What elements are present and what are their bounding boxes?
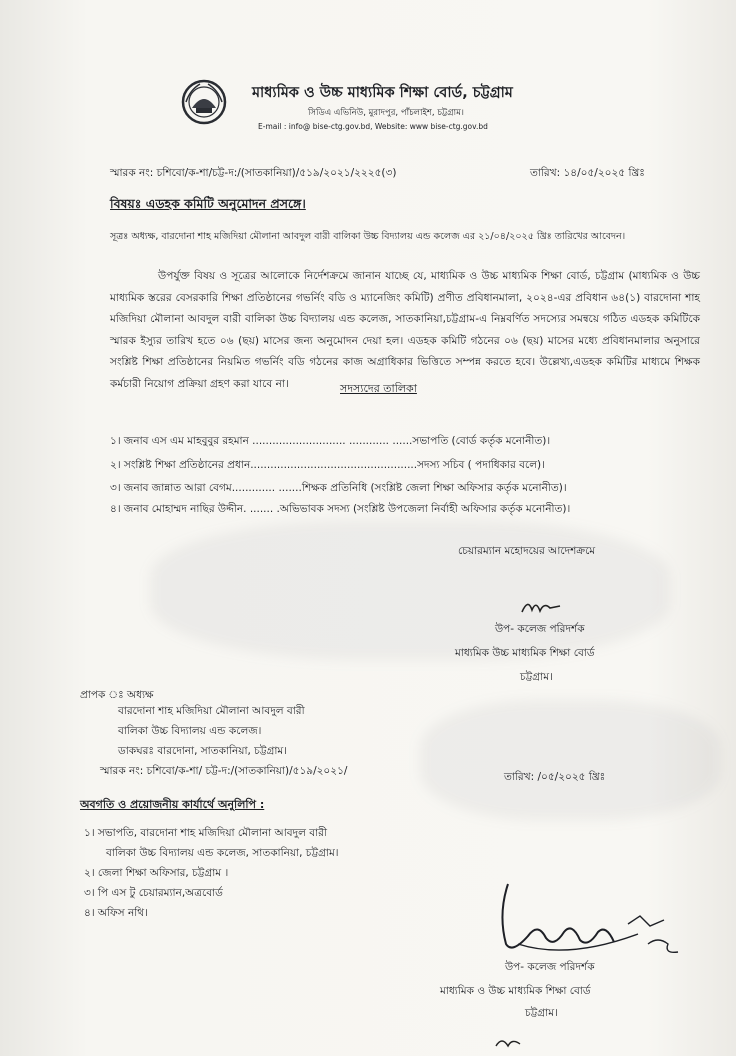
member-name: ৪। জনাব মোহাম্মদ নাছির উদ্দীন. ....... . xyxy=(110,503,280,515)
memo-date: তারিখ: ১৪/০৫/২০২৫ খ্রিঃ xyxy=(530,167,645,179)
copy-item: ২। জেলা শিক্ষা অফিসার, চট্টগ্রাম । xyxy=(84,867,229,879)
signatory-city: চট্টগ্রাম। xyxy=(525,1007,558,1019)
member-role: সভাপতি (বোর্ড কর্তৃক মনোনীত)। xyxy=(412,435,551,447)
signatory-title: উপ- কলেজ পরিদর্শক xyxy=(505,961,595,973)
member-row xyxy=(110,481,567,498)
board-address: সিডিএ এভিনিউ, মুরাদপুর, পাঁচলাইশ, চট্টগ্রাম। xyxy=(308,108,464,118)
copy-list-title: অবগতি ও প্রয়োজনীয় কার্যার্থে অনুলিপি : xyxy=(80,798,265,811)
member-role: শিক্ষক প্রতিনিধি (সংশ্লিষ্ট জেলা শিক্ষা অফিসার কর্তৃক মনোনীত)। xyxy=(301,482,567,494)
memo-number: স্মারক নং: চশিবো/ক-শা/চট্ট-দ:/(সাতকানিয়া)/৫১৯/২০২১/২২২৫(৩) xyxy=(110,167,397,179)
member-row xyxy=(110,434,550,451)
board-logo-icon xyxy=(180,78,228,126)
recipient-date: তারিখ: /০৫/২০২৫ খ্রিঃ xyxy=(504,771,606,783)
signatory-org: মাধ্যমিক ও উচ্চ মাধ্যমিক শিক্ষা বোর্ড xyxy=(440,985,591,997)
copy-item: ৩। পি এস টু চেয়ারম্যান,অত্রবোর্ড xyxy=(84,887,223,899)
body-paragraph: উপর্যুক্ত বিষয় ও সূত্রের আলোকে নির্দেশক্রমে জানান যাচ্ছে যে, মাধ্যমিক ও উচ্চ মাধ্যমিক শিক্ষা বোর্ড, চট্টগ্রাম (মাধ্যমিক ও উচ্চ মাধ্যমিক স্তরের বেসরকারি শিক্ষা প্রতিষ্ঠানের গভর্নিং বডি ও ম্যানেজিং কমিটি) প্রণীত প্রবিধানমালা, ২০২৪-এর প্রবিধান ৬৪(১) বারদোনা শাহ মজিদিয়া মৌলানা আবদুল বারী বালিকা উচ্চ বিদ্যালয় এন্ড কলেজ, সাতকানিয়া,চট্টগ্রাম-এ নিম্নবর্ণিত সদস্যের সমন্বয়ে গঠিত এডহক কমিটিকে স্মারক ইস্যুর তারিখ হতে ০৬ (ছয়) মাসের জন্য অনুমোদন দেয়া হল। এডহক কমিটি গঠনের ০৬ (ছয়) মাসের মধ্যে প্রবিধানমালার অনুসারে সংশ্লিষ্ট শিক্ষা প্রতিষ্ঠানের নিয়মিত গভর্নিং বডি গঠনের কাজ অগ্রাধিকার ভিত্তিতে সম্পন্ন করতে হবে। উল্লেখ্য,এডহক কমিটির মাধ্যমে শিক্ষক কর্মচারী নিয়োগ প্রক্রিয়া গ্রহণ করা যাবে না। xyxy=(110,270,700,390)
recipient-memo-number: স্মারক নং: চশিবো/ক-শা/ চট্ট-দ:/(সাতকানিয়া)/৫১৯/২০২১/ xyxy=(100,765,348,777)
member-name: ২। সংশ্লিষ্ট শিক্ষা প্রতিষ্ঠানের প্রধান.................................................. xyxy=(110,459,418,471)
members-list-title: সদস্যদের তালিকা xyxy=(340,382,417,395)
recipient-line: বালিকা উচ্চ বিদ্যালয় এন্ড কলেজ। xyxy=(118,725,262,737)
member-role: অভিভাবক সদস্য (সংশ্লিষ্ট উপজেলা নির্বাহী অফিসার কর্তৃক মনোনীত)। xyxy=(279,503,571,515)
recipient-line: বারদোনা শাহ মজিদিয়া মৌলানা আবদুল বারী xyxy=(118,705,305,717)
signatory-city: চট্টগ্রাম। xyxy=(520,671,553,683)
signatory-title: উপ- কলেজ পরিদর্শক xyxy=(495,623,585,635)
board-name-heading: মাধ্যমিক ও উচ্চ মাধ্যমিক শিক্ষা বোর্ড, চট্টগ্রাম xyxy=(252,85,513,101)
copy-item: ১। সভাপতি, বারদোনা শাহ মজিদিয়া মৌলানা আবদুল বারী xyxy=(84,827,327,839)
initials-signature-icon xyxy=(520,596,566,618)
initials-mark-icon xyxy=(494,1034,524,1052)
member-name: ৩। জনাব জান্নাত আরা বেগম............. ....... xyxy=(110,482,302,494)
bleed-through-texture xyxy=(150,520,670,660)
reference-text: সূত্রঃ অধ্যক্ষ, বারদোনা শাহ মজিদিয়া মৌলানা আবদুল বারী বালিকা উচ্চ বিদ্যালয় এন্ড কলেজ এর ২১/০৪/২০২৫ খ্রিঃ তারিখের আবেদন। xyxy=(110,231,626,242)
member-role: সদস্য সচিব ( পদাধিকার বলে)। xyxy=(417,459,545,471)
recipient-line: ডাকঘরঃ বারদোনা, সাতকানিয়া, চট্টগ্রাম। xyxy=(118,745,287,757)
subject-line: বিষয়ঃ এডহক কমিটি অনুমোদন প্রসঙ্গে। xyxy=(110,196,306,211)
member-name: ১। জনাব এস এম মাহবুবুর রহমান ............................ ............ ...... xyxy=(110,435,413,447)
order-line: চেয়ারম্যান মহোদয়ের আদেশক্রমে xyxy=(458,545,596,557)
bleed-through-texture xyxy=(420,700,720,820)
board-contact-line: E-mail : info@ bise-ctg.gov.bd, Website: www bise-ctg.gov.bd xyxy=(258,122,488,131)
signatory-org: মাধ্যমিক উচ্চ মাধ্যমিক শিক্ষা বোর্ড xyxy=(455,647,595,659)
recipient-label: প্রাপক ঃ অধ্যক্ষ xyxy=(80,689,154,701)
member-row xyxy=(110,502,570,519)
copy-item: ৪। অফিস নথি। xyxy=(84,907,148,919)
member-row xyxy=(110,458,545,475)
copy-item: বালিকা উচ্চ বিদ্যালয় এন্ড কলেজ, সাতকানিয়া, চট্টগ্রাম। xyxy=(106,847,339,859)
